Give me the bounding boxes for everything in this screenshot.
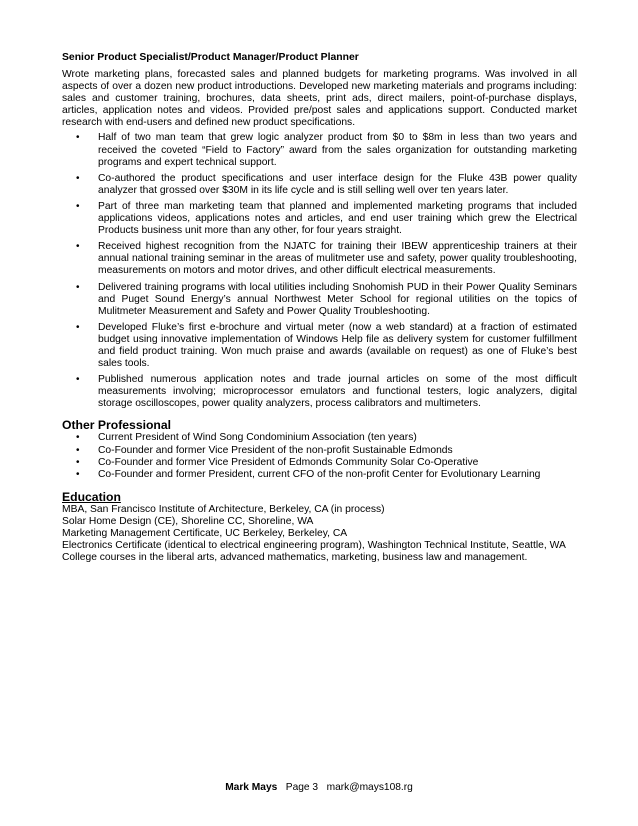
list-item: • Co-authored the product specifications and user interface design for the Fluke 43B power quality analyzer that grossed over $30M in its life cycle and is still selling well over ten years later. bbox=[76, 172, 577, 196]
list-item: • Delivered training programs with local utilities including Snohomish PUD in their Power Quality Seminars and Puget Sound Energy’s annual Northwest Meter School for regional utilities on the topics of Mulitmeter Measurement and Safety and Power Quality Troubleshooting. bbox=[76, 281, 577, 317]
bullet-icon: • bbox=[76, 172, 80, 184]
footer-name: Mark Mays bbox=[225, 782, 278, 793]
experience-bullet-list bbox=[62, 132, 577, 410]
bullet-icon: • bbox=[76, 432, 80, 444]
list-item: • Developed Fluke’s first e-brochure and virtual meter (now a web standard) at a fraction of estimated budget using innovative implementation of Windows Help file as delivery system for customer fulfillment and field product training. Won much praise and awards (available on request) as one of Fluke’s best sales tools. bbox=[76, 321, 577, 370]
list-item: • Half of two man team that grew logic analyzer product from $0 to $8m in less than two years and received the coveted “Field to Factory” award from the sales organization for outstanding marketing programs and expert technical support. bbox=[76, 132, 577, 168]
bullet-icon: • bbox=[76, 444, 80, 456]
education-heading: Education bbox=[62, 489, 121, 504]
bullet-icon: • bbox=[76, 281, 80, 293]
list-item: • Current President of Wind Song Condominium Association (ten years) bbox=[76, 432, 417, 444]
footer-page-number: Page 3 bbox=[285, 782, 319, 793]
bullet-icon: • bbox=[76, 468, 80, 480]
bullet-icon: • bbox=[76, 241, 80, 253]
education-line: Marketing Management Certificate, UC Berkeley, Berkeley, CA bbox=[62, 527, 348, 539]
bullet-icon: • bbox=[76, 321, 80, 333]
other-professional-list bbox=[62, 432, 577, 480]
bullet-icon: • bbox=[76, 200, 80, 212]
other-professional-heading: Other Professional bbox=[62, 418, 172, 433]
bullet-icon: • bbox=[76, 374, 80, 386]
list-item: • Co-Founder and former President, current CFO of the non-profit Center for Evolutionary Learning bbox=[76, 468, 541, 480]
list-item: • Co-Founder and former Vice President of Edmonds Community Solar Co-Operative bbox=[76, 456, 479, 468]
bullet-icon: • bbox=[76, 456, 80, 468]
list-item: • Received highest recognition from the NJATC for training their IBEW apprenticeship trainers at their annual national training seminar in the areas of mulitmeter use and safety, power quality troubleshooting, measurements on motors and motor drives, and other difficult electrical measurements. bbox=[76, 241, 577, 277]
list-item: • Co-Founder and former Vice President of the non-profit Sustainable Edmonds bbox=[76, 444, 453, 456]
experience-summary: Wrote marketing plans, forecasted sales and planned budgets for marketing programs. Was involved in all aspects of over a dozen new product introductions. Developed new marketing materials and programs including: sales and customer training, brochures, data sheets, print ads, direct mailers, point-of-purchase displays, articles, application notes and videos. Provided pre/post sales and applications support. Conducted market research with end-users and defined new product specifications. bbox=[62, 69, 577, 129]
bullet-icon: • bbox=[76, 132, 80, 144]
page-footer bbox=[0, 782, 638, 794]
education-line: MBA, San Francisco Institute of Architecture, Berkeley, CA (in process) bbox=[62, 503, 385, 515]
footer-email: mark@mays108.rg bbox=[326, 782, 413, 793]
education-line: Solar Home Design (CE), Shoreline CC, Shoreline, WA bbox=[62, 515, 314, 527]
education-list bbox=[62, 504, 577, 564]
resume-page bbox=[62, 52, 577, 564]
list-item: • Published numerous application notes and trade journal articles on some of the most difficult measurements involving; microprocessor emulators and functional testers, logic analyzers, digital storage oscilloscopes, power quality analyzers, process calibrators and multimeters. bbox=[76, 374, 577, 410]
list-item: • Part of three man marketing team that planned and implemented marketing programs that included applications videos, applications notes and articles, and end user training which grew the Electrical Products business unit more than any other, for four years straight. bbox=[76, 200, 577, 237]
education-line: College courses in the liberal arts, advanced mathematics, marketing, business law and management. bbox=[62, 551, 528, 563]
education-line: Electronics Certificate (identical to electrical engineering program), Washington Technical Institute, Seattle, WA bbox=[62, 539, 566, 551]
role-title: Senior Product Specialist/Product Manager/Product Planner bbox=[62, 52, 359, 63]
